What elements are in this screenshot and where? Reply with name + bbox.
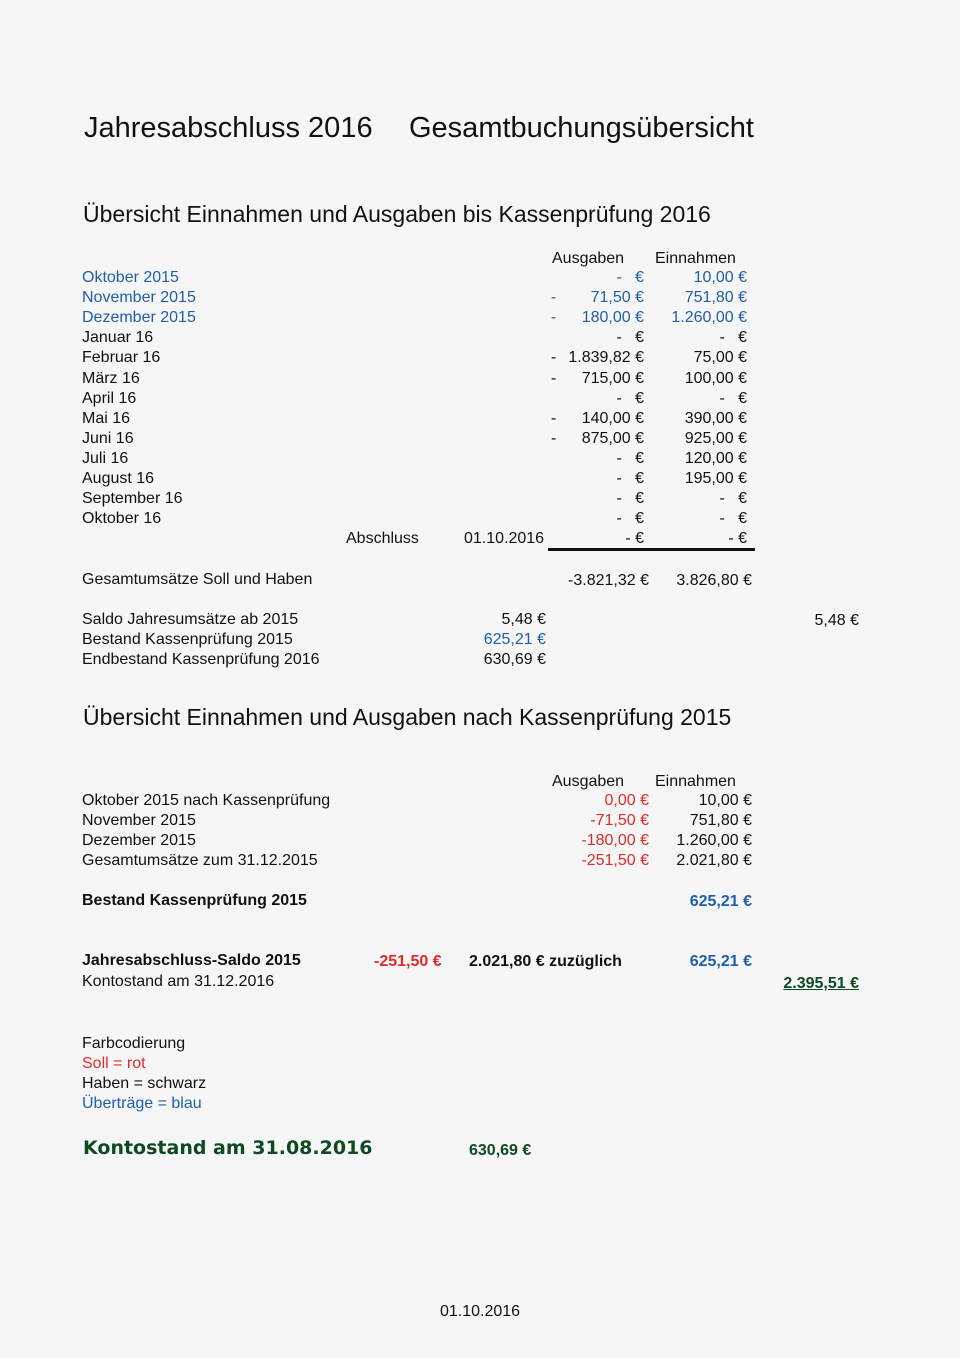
abschluss-date: 01.10.2016 (464, 530, 545, 547)
bestand-value: 625,21 € (483, 631, 546, 648)
section1-row-einnahmen: 120,00 € (684, 449, 747, 467)
section1-row-einnahmen: 1.260,00 € (671, 309, 747, 327)
section1-row-label: Juli 16 (82, 449, 129, 467)
document-title-right: Gesamtbuchungsübersicht (409, 112, 754, 144)
section2-row-ausgaben: -251,50 € (581, 852, 649, 870)
section1-row-label: Dezember 2015 (82, 309, 196, 327)
section1-row-label: April 16 (82, 389, 137, 407)
section2-row-einnahmen: 1.260,00 € (676, 832, 752, 850)
section1-row-einnahmen: 75,00 € (693, 349, 747, 367)
jahresabschluss-saldo-ausgaben: -251,50 € (374, 953, 442, 970)
section1-row-einnahmen: 100,00 € (684, 369, 747, 387)
saldo-label: Saldo Jahresumsätze ab 2015 (82, 611, 299, 628)
section1-row-label: März 16 (82, 369, 140, 387)
legend-soll: Soll = rot (82, 1055, 146, 1072)
section1-row-label: Juni 16 (82, 429, 134, 447)
section2-row-ausgaben: 0,00 € (604, 792, 649, 809)
jahresabschluss-saldo-einnahmen: 2.021,80 € zuzüglich (469, 953, 622, 970)
section1-row-ausgaben: - € (616, 389, 644, 407)
section1-row-einnahmen: 10,00 € (693, 269, 747, 286)
section1-row-sign: - (551, 309, 557, 327)
legend-title: Farbcodierung (82, 1035, 186, 1052)
abschluss-label: Abschluss (346, 530, 419, 547)
section1-row-sign: - (551, 289, 557, 307)
section2-row-label: Dezember 2015 (82, 832, 196, 850)
legend-haben: Haben = schwarz (82, 1075, 207, 1092)
section1-row-ausgaben: 71,50 € (590, 289, 644, 307)
saldo-value-right: 5,48 € (814, 612, 859, 629)
section2-row-label: Oktober 2015 nach Kassenprüfung (82, 792, 331, 809)
endbestand-label: Endbestand Kassenprüfung 2016 (82, 651, 320, 668)
section1-row-ausgaben: 715,00 € (581, 369, 644, 387)
section1-row-label: Februar 16 (82, 349, 161, 367)
section1-row-sign: - (551, 409, 557, 427)
bestand-label: Bestand Kassenprüfung 2015 (82, 631, 293, 648)
section2-heading: Übersicht Einnahmen und Ausgaben nach Kassenprüfung 2015 (83, 704, 732, 730)
section1-row-label: Januar 16 (82, 329, 154, 347)
document-title-left: Jahresabschluss 2016 (84, 112, 373, 144)
abschluss-ausgaben: - € (625, 530, 644, 547)
section1-row-label: Oktober 2015 (82, 269, 179, 286)
final-kontostand-value: 630,69 € (469, 1142, 532, 1159)
section1-row-einnahmen: 925,00 € (684, 429, 747, 447)
kontostand-2016-label: Kontostand am 31.12.2016 (82, 973, 275, 990)
section1-row-ausgaben: 1.839,82 € (568, 349, 644, 367)
section1-row-label: Mai 16 (82, 409, 131, 427)
section1-col-einnahmen: Einnahmen (655, 250, 736, 267)
section1-row-ausgaben: - € (616, 470, 644, 487)
section1-row-sign: - (551, 429, 557, 447)
section1-row-einnahmen: 751,80 € (684, 289, 747, 307)
section1-row-sign: - (551, 369, 557, 387)
endbestand-value: 630,69 € (483, 651, 546, 668)
section2-row-einnahmen: 10,00 € (698, 792, 752, 809)
jahresabschluss-saldo-uebertrag: 625,21 € (689, 953, 752, 970)
section1-row-einnahmen: - € (719, 510, 747, 528)
section1-row-ausgaben: 140,00 € (581, 409, 644, 427)
section1-row-ausgaben: - € (616, 510, 644, 528)
footer-date: 01.10.2016 (440, 1303, 521, 1320)
section2-row-ausgaben: -71,50 € (590, 812, 649, 830)
total-rule (548, 548, 755, 551)
abschluss-einnahmen: - € (728, 530, 747, 547)
section1-row-sign: - (551, 349, 557, 367)
section2-col-ausgaben: Ausgaben (552, 773, 625, 790)
section1-row-einnahmen: 390,00 € (684, 409, 747, 427)
section1-row-label: Oktober 16 (82, 510, 162, 528)
section1-row-ausgaben: 875,00 € (581, 429, 644, 447)
section1-row-einnahmen: - € (719, 329, 747, 347)
jahresabschluss-saldo-label: Jahresabschluss-Saldo 2015 (82, 952, 301, 969)
section2-row-einnahmen: 2.021,80 € (676, 852, 752, 870)
section2-row-label: November 2015 (82, 812, 196, 830)
section2-row-ausgaben: -180,00 € (581, 832, 649, 850)
final-kontostand-label: Kontostand am 31.08.2016 (83, 1137, 373, 1159)
section1-row-einnahmen: - € (719, 389, 747, 407)
section1-row-ausgaben: - € (616, 449, 644, 467)
section2-row-einnahmen: 751,80 € (689, 812, 752, 830)
saldo-value: 5,48 € (501, 611, 546, 628)
section1-row-ausgaben: - € (616, 329, 644, 347)
legend-uebertraege: Überträge = blau (82, 1095, 202, 1112)
section1-row-label: September 16 (82, 490, 183, 508)
section1-row-label: August 16 (82, 470, 155, 487)
section1-col-ausgaben: Ausgaben (552, 250, 625, 267)
totals-ausgaben: -3.821,32 € (568, 572, 649, 589)
section1-row-label: November 2015 (82, 289, 196, 307)
bestand2015-label: Bestand Kassenprüfung 2015 (82, 892, 307, 909)
section1-row-einnahmen: - € (719, 490, 747, 508)
kontostand-2016-value: 2.395,51 € (783, 975, 859, 992)
section2-row-label: Gesamtumsätze zum 31.12.2015 (82, 852, 318, 870)
section1-row-ausgaben: - € (616, 269, 644, 286)
section1-row-ausgaben: 180,00 € (581, 309, 644, 327)
totals-einnahmen: 3.826,80 € (676, 572, 752, 589)
section2-col-einnahmen: Einnahmen (655, 773, 736, 790)
totals-label: Gesamtumsätze Soll und Haben (82, 571, 313, 588)
section1-heading: Übersicht Einnahmen und Ausgaben bis Kassenprüfung 2016 (83, 201, 711, 227)
section1-row-ausgaben: - € (616, 490, 644, 508)
section1-row-einnahmen: 195,00 € (684, 470, 747, 487)
bestand2015-value: 625,21 € (689, 893, 752, 910)
